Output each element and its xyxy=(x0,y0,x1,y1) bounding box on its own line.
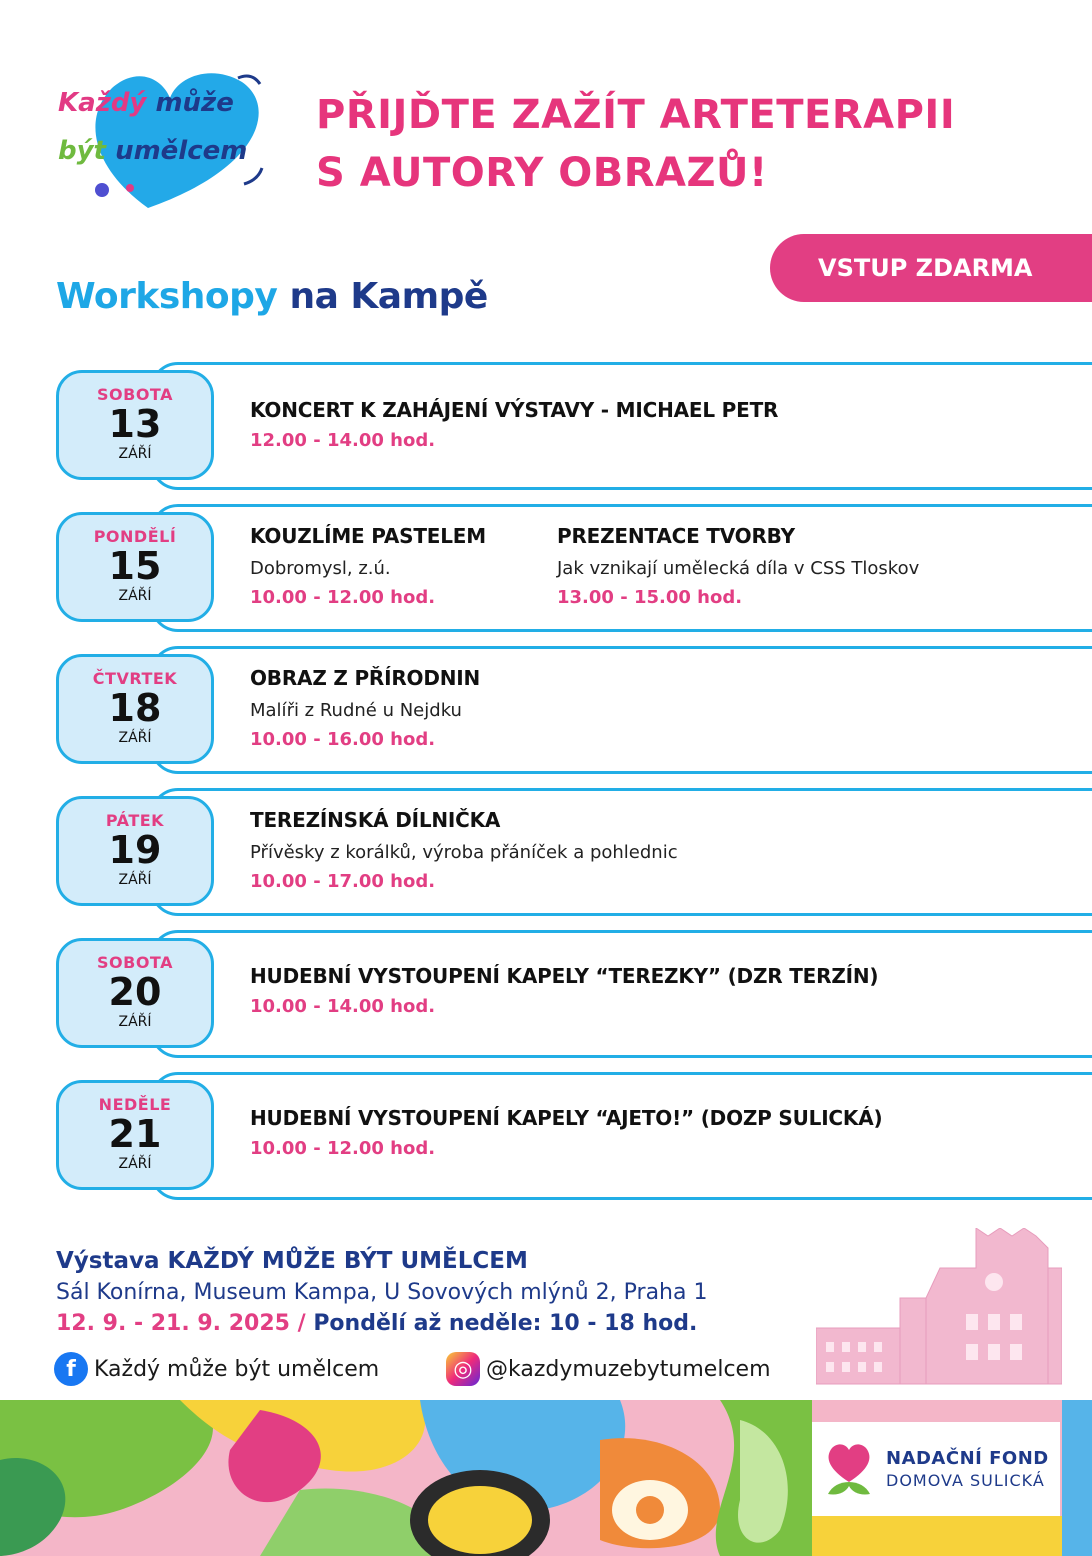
event-time: 10.00 - 12.00 hod. xyxy=(250,1138,436,1159)
logo-word-muze: může xyxy=(155,88,234,118)
instagram-label: @kazdymuzebytumelcem xyxy=(486,1356,771,1382)
event xyxy=(250,666,480,750)
headline xyxy=(316,86,955,202)
month: ZÁŘÍ xyxy=(118,1156,152,1172)
event-description: Dobromysl, z.ú. xyxy=(250,558,391,579)
facebook-label: Každý může být umělcem xyxy=(94,1356,380,1382)
date-box xyxy=(56,938,214,1048)
schedule-row xyxy=(0,1072,1092,1200)
event-time: 13.00 - 15.00 hod. xyxy=(557,587,743,608)
exhibition-dates xyxy=(56,1311,707,1336)
exhibition-date-range: 12. 9. - 21. 9. 2025 / xyxy=(56,1311,306,1336)
day-of-week: NEDĚLE xyxy=(98,1095,172,1114)
event-description: Jak vznikají umělecká díla v CSS Tloskov xyxy=(557,558,920,579)
event-title: KOUZLÍME PASTELEM xyxy=(250,524,486,548)
exhibition-venue: Sál Konírna, Museum Kampa, U Sovových mlýnů 2, Praha 1 xyxy=(56,1280,708,1305)
event-description: Malíři z Rudné u Nejdku xyxy=(250,700,462,721)
day-number: 18 xyxy=(108,686,162,730)
day-number: 20 xyxy=(108,970,162,1014)
day-number: 13 xyxy=(108,402,162,446)
logo-word-byt: být xyxy=(58,136,106,166)
schedule-row xyxy=(0,504,1092,632)
exhibition-info xyxy=(56,1248,707,1336)
event-title: TEREZÍNSKÁ DÍLNIČKA xyxy=(250,808,501,832)
logo-word-kazdy: Každý xyxy=(58,88,147,118)
day-of-week: PONDĚLÍ xyxy=(93,527,177,546)
event xyxy=(250,1106,882,1159)
sponsor-name-line2: DOMOVA SULICKÁ xyxy=(886,1471,1045,1490)
event xyxy=(557,524,919,608)
sponsor-logo xyxy=(812,1422,1060,1516)
free-entry-badge: VSTUP ZDARMA xyxy=(770,234,1092,302)
day-number: 19 xyxy=(108,828,162,872)
day-of-week: ČTVRTEK xyxy=(92,669,178,688)
day-of-week: SOBOTA xyxy=(97,953,173,972)
date-box xyxy=(56,796,214,906)
facebook-icon: f xyxy=(54,1352,88,1386)
event xyxy=(250,964,878,1017)
logo-word-umelcem: umělcem xyxy=(115,136,248,166)
month: ZÁŘÍ xyxy=(118,730,152,746)
section-title-kampe: na Kampě xyxy=(289,276,488,317)
facebook-link[interactable] xyxy=(54,1352,379,1386)
heart-logo-icon xyxy=(52,58,280,210)
event xyxy=(250,398,778,451)
headline-line1: PŘIJĎTE ZAŽÍT ARTETERAPII xyxy=(316,92,956,138)
event-time: 10.00 - 14.00 hod. xyxy=(250,996,436,1017)
event-title: HUDEBNÍ VYSTOUPENÍ KAPELY “AJETO!” (DOZP SULICKÁ) xyxy=(250,1106,883,1130)
building-illustration xyxy=(816,1228,1062,1388)
month: ZÁŘÍ xyxy=(118,1014,152,1030)
date-box xyxy=(56,1080,214,1190)
event-logo xyxy=(52,58,280,210)
schedule-row xyxy=(0,930,1092,1058)
date-box xyxy=(56,512,214,622)
date-box xyxy=(56,654,214,764)
exhibition-hours: Pondělí až neděle: 10 - 18 hod. xyxy=(313,1311,698,1336)
schedule-row xyxy=(0,646,1092,774)
day-number: 15 xyxy=(108,544,162,588)
heart-leaves-icon xyxy=(820,1438,878,1500)
exhibition-title: Výstava KAŽDÝ MŮŽE BÝT UMĚLCEM xyxy=(56,1248,528,1274)
section-title-workshopy: Workshopy xyxy=(56,276,278,317)
day-number: 21 xyxy=(108,1112,162,1156)
instagram-icon: ◎ xyxy=(446,1352,480,1386)
schedule-row xyxy=(0,788,1092,916)
month: ZÁŘÍ xyxy=(118,588,152,604)
month: ZÁŘÍ xyxy=(118,446,152,462)
headline-line2: S AUTORY OBRAZŮ! xyxy=(316,150,768,196)
month: ZÁŘÍ xyxy=(118,872,152,888)
event xyxy=(250,524,486,608)
section-title xyxy=(56,276,488,317)
sponsor-name-line1: NADAČNÍ FOND xyxy=(886,1448,1049,1469)
event-title: PREZENTACE TVORBY xyxy=(557,524,795,548)
event-description: Přívěsky z korálků, výroba přáníček a pohlednic xyxy=(250,842,678,863)
event-time: 12.00 - 14.00 hod. xyxy=(250,430,436,451)
event-time: 10.00 - 17.00 hod. xyxy=(250,871,436,892)
day-of-week: SOBOTA xyxy=(97,385,173,404)
schedule-row xyxy=(0,362,1092,490)
event-title: KONCERT K ZAHÁJENÍ VÝSTAVY - MICHAEL PETR xyxy=(250,398,779,422)
event-title: HUDEBNÍ VYSTOUPENÍ KAPELY “TEREZKY” (DZR TERZÍN) xyxy=(250,964,879,988)
date-box xyxy=(56,370,214,480)
event xyxy=(250,808,678,892)
event-time: 10.00 - 16.00 hod. xyxy=(250,729,436,750)
event-title: OBRAZ Z PŘÍRODNIN xyxy=(250,666,481,690)
event-time: 10.00 - 12.00 hod. xyxy=(250,587,436,608)
instagram-link[interactable] xyxy=(446,1352,771,1386)
day-of-week: PÁTEK xyxy=(105,811,165,830)
